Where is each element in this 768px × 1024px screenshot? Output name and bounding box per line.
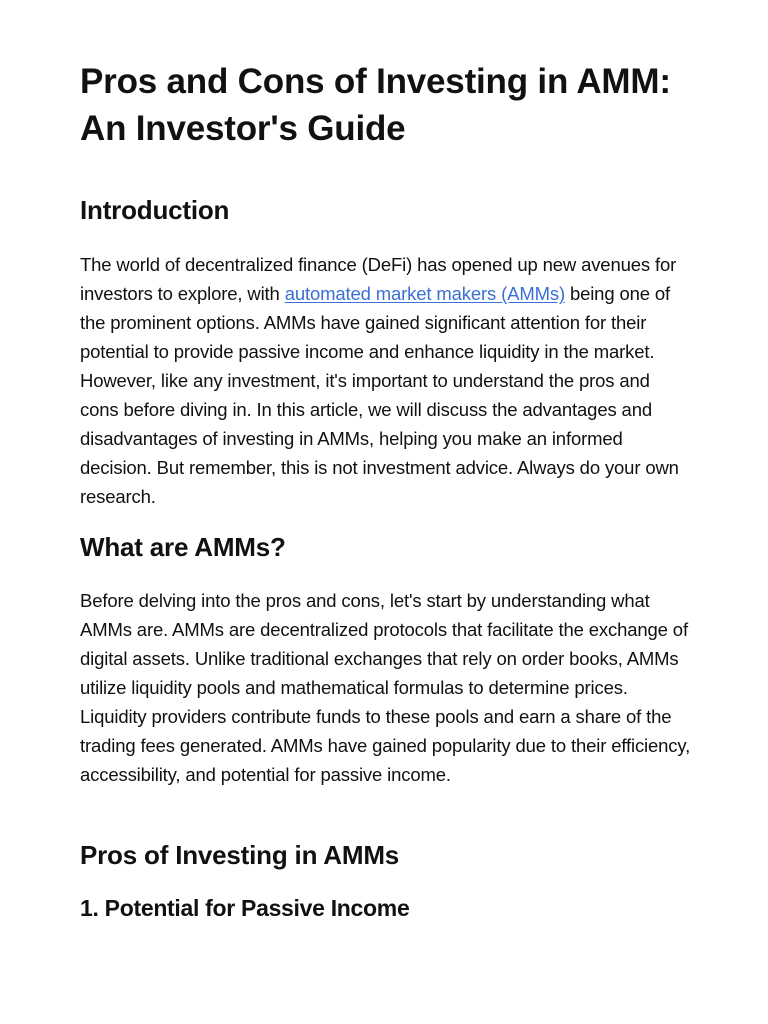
section-heading-introduction: Introduction: [80, 195, 230, 225]
introduction-paragraph: [80, 250, 692, 511]
section-heading-what-are-amms: What are AMMs?: [80, 532, 286, 562]
introduction-text-start: The world of decentralized finance (DeFi) has opened up new avenues for investors to explore, with: [80, 254, 677, 304]
introduction-text-end: being one of the prominent options. AMMs have gained significant attention for their potential to provide passive income and enhance liquidity in the market. However, like any investment, it's important to understand the pros and cons before diving in. In this article, we will discuss the advantages and disadvantages of investing in AMMs, helping you make an informed decision. But remember, this is not investment advice. Always do your own research.: [80, 283, 679, 507]
what-are-amms-paragraph: Before delving into the pros and cons, let's start by understanding what AMMs are. AMMs are decentralized protocols that facilitate the exchange of digital assets. Unlike traditional exchanges that rely on order books, AMMs utilize liquidity pools and mathematical formulas to determine prices. Liquidity providers contribute funds to these pools and earn a share of the trading fees generated. AMMs have gained popularity due to their efficiency, accessibility, and potential for passive income.: [80, 590, 691, 785]
subheading-passive-income: 1. Potential for Passive Income: [80, 895, 410, 921]
page-title: Pros and Cons of Investing in AMM: An Investor's Guide: [80, 62, 671, 148]
section-heading-pros: Pros of Investing in AMMs: [80, 840, 400, 870]
amm-link[interactable]: automated market makers (AMMs): [284, 283, 565, 304]
